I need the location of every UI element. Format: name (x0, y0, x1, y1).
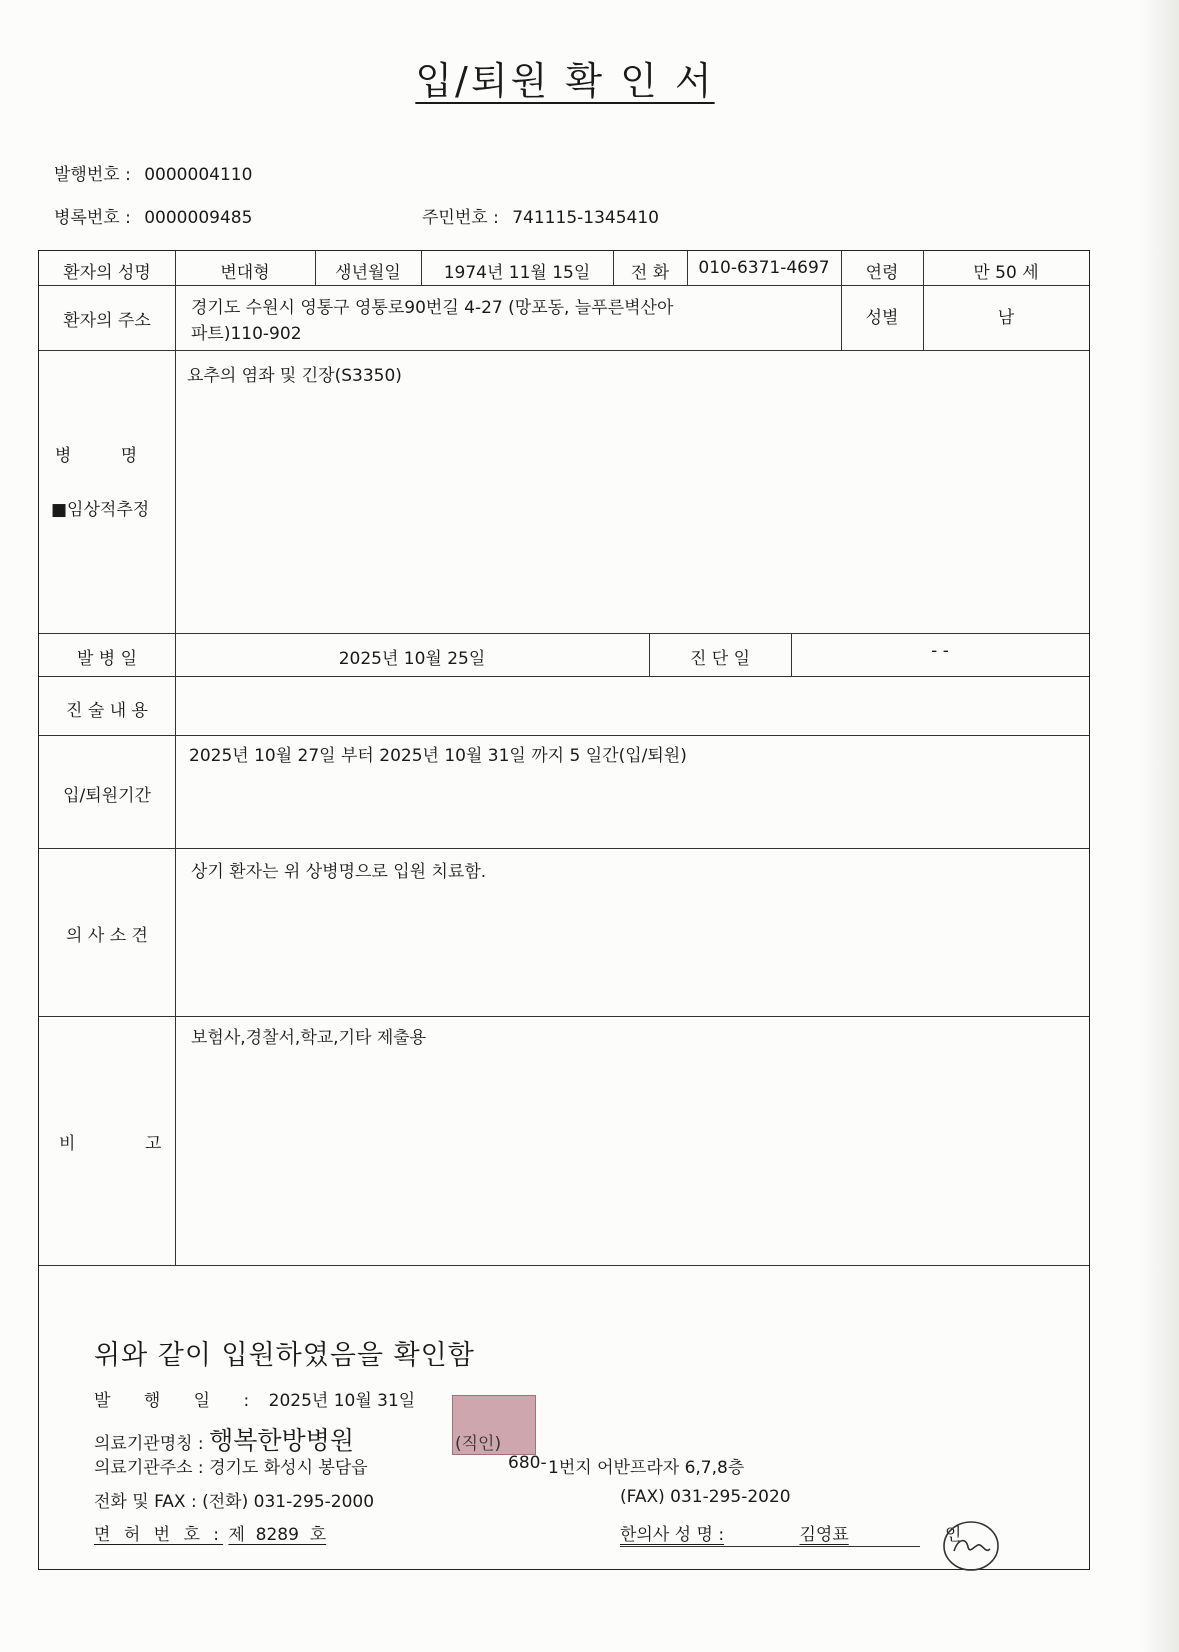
age-label: 연령 (865, 263, 899, 283)
doctor-opinion-label: 의 사 소 견 (66, 926, 148, 946)
org-name-value: 행복한방병원 (209, 1426, 354, 1455)
document-title: 입/퇴원 확 인 서 (415, 59, 715, 103)
org-address (94, 1453, 368, 1478)
issue-number-value: 0000004110 (144, 165, 253, 185)
certificate-table (38, 250, 1090, 1570)
doctor-signature (940, 1515, 1002, 1577)
issue-date-label: 발 행 일 : (94, 1391, 264, 1411)
doctor-name (620, 1520, 849, 1545)
sex-value: 남 (997, 308, 1015, 328)
signature-line (620, 1546, 920, 1547)
resident-number-value: 741115-1345410 (512, 208, 659, 228)
doctor-name-value: 김영표 (799, 1525, 849, 1545)
org-address-tail: 1번지 어반프라자 6,7,8층 (548, 1458, 745, 1478)
dob-label: 생년월일 (335, 263, 401, 283)
org-address-hidden-part: 680- (508, 1453, 547, 1473)
disease-value: 요추의 염좌 및 긴장(S3350) (187, 366, 402, 386)
address-line-2: 파트)110-902 (191, 324, 302, 344)
org-address-label: 의료기관주소 : (94, 1458, 204, 1478)
confirmation-statement: 위와 같이 입원하였음을 확인함 (94, 1340, 475, 1371)
statement-label: 진 술 내 용 (66, 701, 148, 721)
record-number-value: 0000009485 (144, 208, 253, 228)
license-number-value: 제 8289 호 (228, 1525, 327, 1545)
doctor-opinion-value: 상기 환자는 위 상병명으로 입원 치료함. (191, 862, 487, 882)
issue-date-value: 2025년 10월 31일 (268, 1391, 416, 1411)
doctor-name-label: 한의사 성 명 : (620, 1525, 725, 1545)
doctor-seal-mark: 인 (945, 1525, 962, 1545)
address-label: 환자의 주소 (63, 311, 151, 331)
sex-label: 성별 (865, 308, 899, 328)
remarks-label-second: 고 (145, 1134, 162, 1154)
diagnosis-date-value: - - (931, 641, 949, 661)
issue-date (94, 1386, 415, 1411)
issue-number (54, 160, 252, 185)
telephone-value: (전화) 031-295-2000 (202, 1492, 375, 1512)
clinical-estimate-label: ■임상적추정 (51, 500, 150, 520)
resident-number (422, 203, 659, 228)
org-address-value: 경기도 화성시 봉담읍 (209, 1458, 368, 1478)
diagnosis-date-label: 진 단 일 (689, 649, 751, 669)
remarks-value: 보험사,경찰서,학교,기타 제출용 (191, 1028, 427, 1048)
record-number-label: 병록번호 : (54, 208, 131, 228)
dob-value: 1974년 11월 15일 (443, 263, 591, 283)
onset-value: 2025년 10월 25일 (338, 649, 486, 669)
resident-number-label: 주민번호 : (422, 208, 499, 228)
telephone (94, 1487, 374, 1512)
age-value: 만 50 세 (973, 263, 1039, 283)
seal-text: (직인) (455, 1434, 502, 1454)
onset-label: 발 병 일 (76, 649, 138, 669)
disease-label: 병 명 (54, 446, 160, 466)
remarks-label-first: 비 (59, 1134, 76, 1154)
issue-number-label: 발행번호 : (54, 165, 131, 185)
patient-name-label: 환자의 성명 (63, 263, 151, 283)
org-name (94, 1421, 354, 1457)
admission-period-label: 입/퇴원기간 (63, 786, 151, 806)
license-number (94, 1520, 326, 1545)
license-number-label: 면 허 번 호 : (94, 1525, 224, 1545)
telephone-label: 전화 및 FAX : (94, 1492, 197, 1512)
fax-value: (FAX) 031-295-2020 (620, 1487, 791, 1507)
admission-period-value: 2025년 10월 27일 부터 2025년 10월 31일 까지 5 일간(입/퇴원) (189, 746, 687, 766)
record-number (54, 203, 252, 228)
org-name-label: 의료기관명칭 : (94, 1434, 204, 1454)
patient-name: 변대형 (220, 263, 270, 283)
phone-label: 전 화 (630, 263, 670, 283)
address-line-1: 경기도 수원시 영통구 영통로90번길 4-27 (망포동, 늘푸른벽산아 (191, 298, 674, 318)
phone-value: 010-6371-4697 (698, 258, 830, 278)
